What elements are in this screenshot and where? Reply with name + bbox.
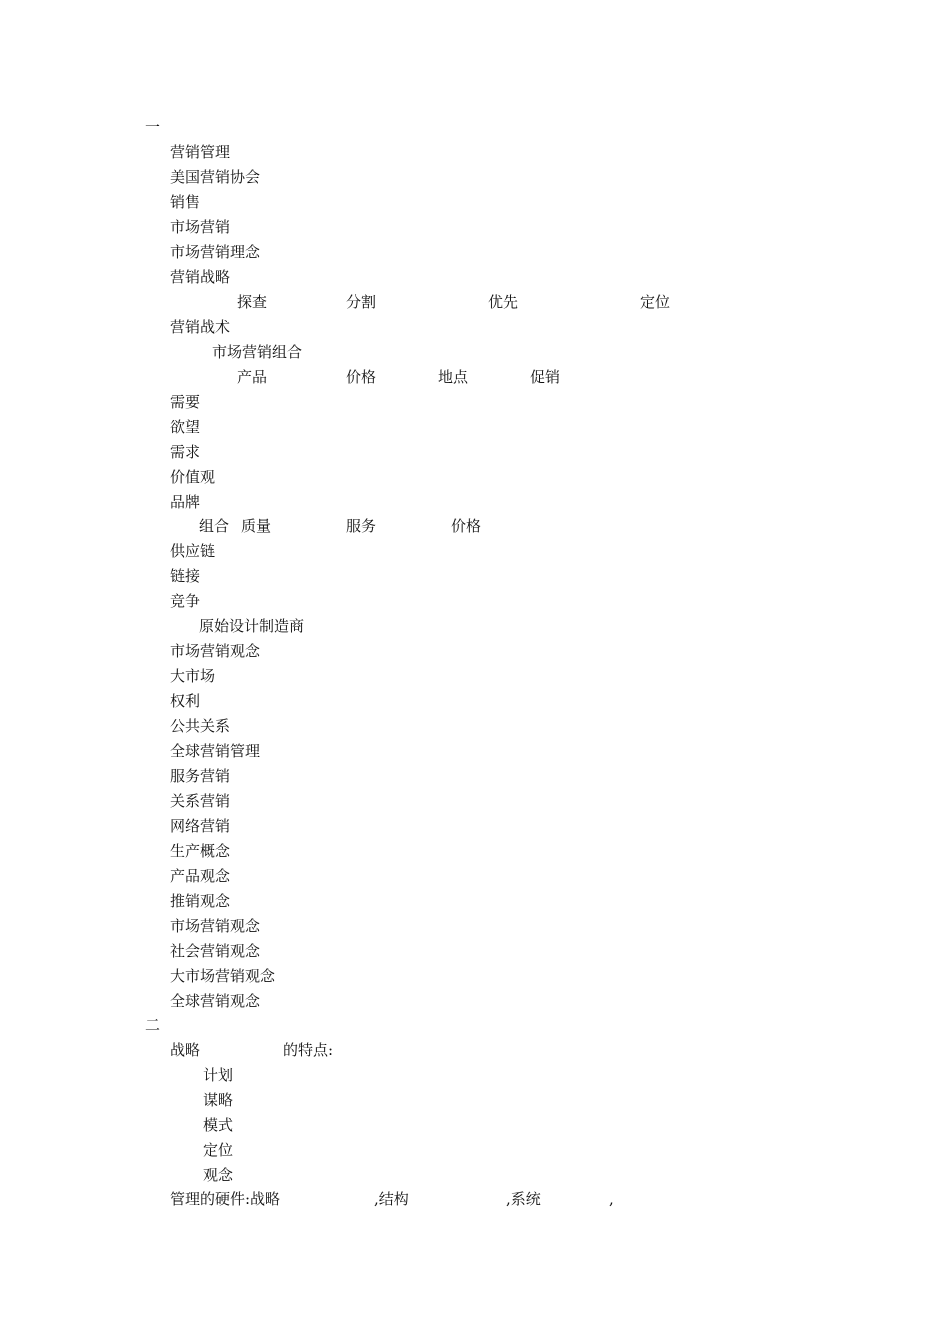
mix-item: 地点 — [438, 368, 469, 386]
brand-combo-item: 组合 — [199, 517, 230, 535]
list-item: 营销战术 — [170, 318, 231, 336]
brand-combo-item: 价格 — [451, 517, 482, 535]
list-item: 生产概念 — [170, 842, 231, 860]
strategy-step: 定位 — [640, 293, 671, 311]
mix-item: 促销 — [530, 368, 561, 386]
strategy-step: 分割 — [346, 293, 377, 311]
feature-item: 观念 — [203, 1166, 234, 1184]
odm-item: 原始设计制造商 — [199, 617, 305, 635]
list-item: 服务营销 — [170, 767, 231, 785]
hardware-label: 管理的硬件:战略 — [170, 1190, 281, 1208]
list-item: 全球营销管理 — [170, 742, 261, 760]
list-item: 营销战略 — [170, 268, 231, 286]
strategy-step: 探查 — [237, 293, 268, 311]
list-item: 竞争 — [170, 592, 201, 610]
list-item: 权利 — [170, 692, 201, 710]
list-item: 大市场 — [170, 667, 216, 685]
list-item: 市场营销观念 — [170, 917, 261, 935]
list-item: 营销管理 — [170, 143, 231, 161]
list-item: 市场营销观念 — [170, 642, 261, 660]
features-label: 的特点: — [283, 1041, 334, 1059]
mix-item: 产品 — [237, 368, 268, 386]
list-item: 公共关系 — [170, 717, 231, 735]
brand-combo-item: 服务 — [346, 517, 377, 535]
list-item: 大市场营销观念 — [170, 967, 276, 985]
section-2-marker: 二 — [145, 1016, 161, 1034]
list-item: 推销观念 — [170, 892, 231, 910]
list-item: 产品观念 — [170, 867, 231, 885]
strategy-step: 优先 — [488, 293, 519, 311]
hardware-part: ,系统 — [506, 1190, 541, 1208]
list-item: 需要 — [170, 393, 201, 411]
list-item: 价值观 — [170, 468, 216, 486]
list-item: 社会营销观念 — [170, 942, 261, 960]
mix-label: 市场营销组合 — [212, 343, 303, 361]
feature-item: 谋略 — [203, 1091, 234, 1109]
list-item: 全球营销观念 — [170, 992, 261, 1010]
list-item: 链接 — [170, 567, 201, 585]
list-item: 市场营销理念 — [170, 243, 261, 261]
mix-item: 价格 — [346, 368, 377, 386]
hardware-part: ,结构 — [374, 1190, 409, 1208]
list-item: 关系营销 — [170, 792, 231, 810]
feature-item: 定位 — [203, 1141, 234, 1159]
list-item: 网络营销 — [170, 817, 231, 835]
feature-item: 计划 — [203, 1066, 234, 1084]
list-item: 销售 — [170, 193, 201, 211]
list-item: 美国营销协会 — [170, 168, 261, 186]
section-1-marker: 一 — [145, 118, 161, 136]
list-item: 供应链 — [170, 542, 216, 560]
list-item: 需求 — [170, 443, 201, 461]
brand-combo-item: 质量 — [241, 517, 272, 535]
strategy-label: 战略 — [170, 1041, 201, 1059]
list-item: 市场营销 — [170, 218, 231, 236]
list-item: 品牌 — [170, 493, 201, 511]
list-item: 欲望 — [170, 418, 201, 436]
hardware-part: , — [609, 1190, 614, 1208]
feature-item: 模式 — [203, 1116, 234, 1134]
